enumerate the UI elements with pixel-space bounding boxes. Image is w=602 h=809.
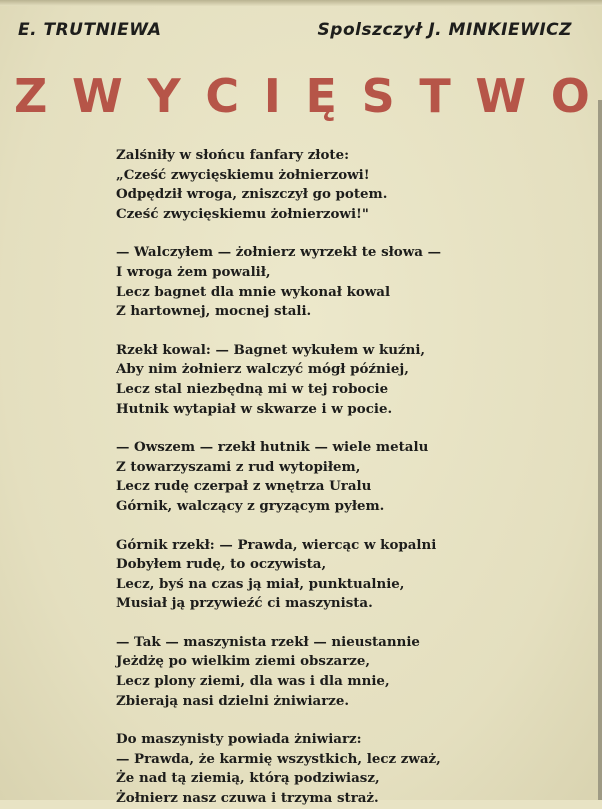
author-name: E. TRUTNIEWA [18, 20, 162, 40]
poem-line: Hutnik wytapiał w skwarze i w pocie. [116, 400, 393, 417]
poem-line: „Cześć zwycięskiemu żołnierzowi! [116, 166, 370, 183]
stanza [116, 243, 496, 321]
title-letter: Ę [305, 69, 337, 123]
title-letter: W [475, 69, 527, 123]
poem-line: Że nad tą ziemią, którą podziwiasz, [116, 770, 380, 787]
title-letter: C [205, 69, 240, 123]
poem-body [116, 146, 496, 809]
poem-line: Dobyłem rudę, to oczywista, [116, 556, 327, 573]
poem-line: Lecz stal niezbędną mi w tej robocie [116, 380, 389, 397]
title-letter: T [419, 69, 451, 123]
poem-line: Zbierają nasi dzielni żniwiarze. [116, 692, 350, 709]
poem-line: Lecz, byś na czas ją miał, punktualnie, [116, 575, 405, 592]
title-letter: Y [147, 69, 181, 123]
poem-line: Żołnierz nasz czuwa i trzyma straż. [116, 790, 379, 807]
page-top-edge [0, 0, 602, 6]
stanza [116, 536, 496, 614]
poem-line: — Prawda, że karmię wszystkich, lecz zważ, [116, 750, 441, 767]
title-letter: S [361, 69, 395, 123]
stanza [116, 341, 496, 419]
poem-line: Zalśniły w słońcu fanfary złote: [116, 147, 350, 163]
title-letter: W [72, 69, 123, 123]
poem-title [14, 68, 590, 124]
poem-line: Do maszynisty powiada żniwiarz: [116, 731, 362, 748]
header [18, 20, 572, 40]
poem-line: Lecz bagnet dla mnie wykonał kowal [116, 283, 391, 300]
title-letter: O [550, 69, 590, 123]
poem-line: Jeżdżę po wielkim ziemi obszarze, [116, 653, 371, 670]
poem-line: Z hartownej, mocnej stali. [116, 303, 312, 320]
title-letter: I [263, 69, 281, 123]
poem-line: Aby nim żołnierz walczyć mógł później, [116, 361, 409, 378]
stanza [116, 438, 496, 516]
translator-credit: Spolszczył J. MINKIEWICZ [317, 20, 572, 40]
poem-line: — Walczyłem — żołnierz wyrzekł te słowa — [116, 244, 441, 261]
poem-line: Odpędził wroga, zniszczył go potem. [116, 186, 388, 203]
poem-line: Cześć zwycięskiemu żołnierzowi!" [116, 205, 369, 222]
poem-line: Musiał ją przywieźć ci maszynista. [116, 595, 373, 612]
poem-line: Rzekł kowal: — Bagnet wykułem w kuźni, [116, 341, 426, 358]
stanza [116, 633, 496, 711]
title-letter: Z [14, 69, 48, 123]
stanza [116, 146, 496, 224]
poem-line: — Owszem — rzekł hutnik — wiele metalu [116, 439, 429, 456]
stanza [116, 730, 496, 808]
poem-line: I wroga żem powalił, [116, 263, 271, 280]
poem-line: — Tak — maszynista rzekł — nieustannie [116, 633, 420, 650]
poem-line: Lecz rudę czerpał z wnętrza Uralu [116, 478, 372, 495]
poem-line: Górnik, walczący z gryzącym pyłem. [116, 497, 385, 514]
poem-line: Górnik rzekł: — Prawda, wiercąc w kopalni [116, 536, 437, 553]
poem-line: Lecz plony ziemi, dla was i dla mnie, [116, 673, 390, 690]
poem-line: Z towarzyszami z rud wytopiłem, [116, 458, 361, 475]
page-right-edge [598, 100, 602, 800]
